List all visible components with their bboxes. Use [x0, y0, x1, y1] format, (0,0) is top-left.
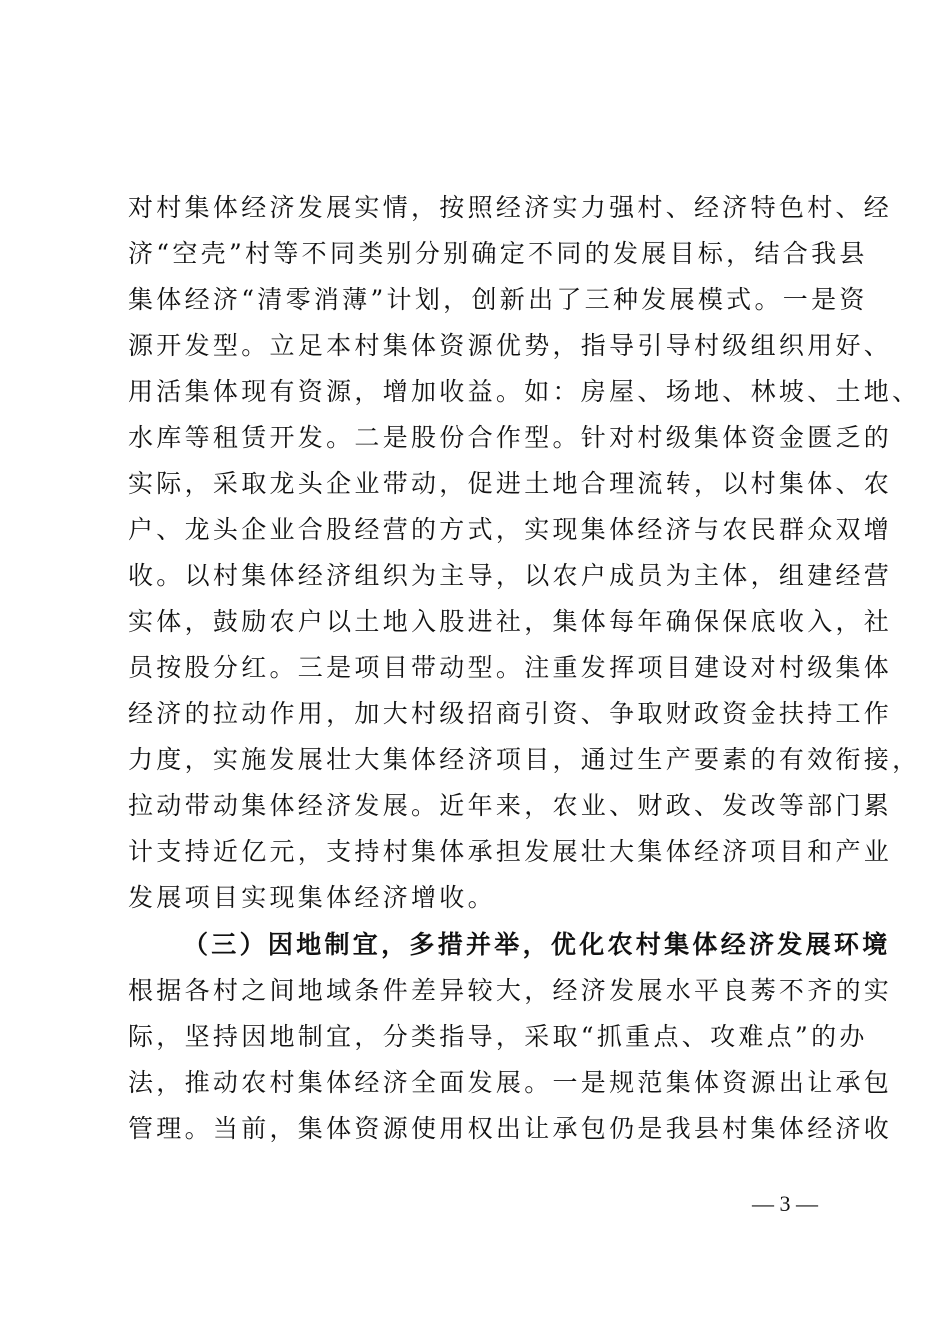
text-line: 拉动带动集体经济发展。近年来，农业、财政、发改等部门累 [128, 791, 893, 820]
text-line: 收。以村集体经济组织为主导，以农户成员为主体，组建经营 [128, 561, 893, 590]
text-line: 集体经济“清零消薄”计划，创新出了三种发展模式。一是资 [128, 285, 868, 314]
text-line: 法，推动农村集体经济全面发展。一是规范集体资源出让承包 [128, 1068, 893, 1097]
text-line: 实际，采取龙头企业带动，促进土地合理流转，以村集体、农 [128, 469, 893, 498]
page-number: — 3 — [752, 1191, 818, 1216]
text-line: 际，坚持因地制宜，分类指导，采取“抓重点、攻难点”的办 [128, 1022, 868, 1051]
text-line: 源开发型。立足本村集体资源优势，指导引导村级组织用好、 [128, 331, 893, 360]
text-line: 用活集体现有资源，增加收益。如：房屋、场地、林坡、土地、 [128, 377, 921, 406]
text-line: 经济的拉动作用，加大村级招商引资、争取财政资金扶持工作 [128, 699, 893, 728]
text-line: 根据各村之间地域条件差异较大，经济发展水平良莠不齐的实 [128, 976, 893, 1005]
text-line: 力度，实施发展壮大集体经济项目，通过生产要素的有效衔接， [128, 745, 921, 774]
text-line: 员按股分红。三是项目带动型。注重发挥项目建设对村级集体 [128, 653, 893, 682]
text-line: 发展项目实现集体经济增收。 [128, 883, 496, 912]
body-text [128, 185, 921, 1152]
text-line: 管理。当前，集体资源使用权出让承包仍是我县村集体经济收 [128, 1114, 893, 1143]
text-line: 户、龙头企业合股经营的方式，实现集体经济与农民群众双增 [128, 515, 893, 544]
text-line: 实体，鼓励农户以土地入股进社，集体每年确保保底收入，社 [128, 607, 893, 636]
section-heading: （三）因地制宜，多措并举，优化农村集体经济发展环境 [183, 930, 891, 959]
text-line: 水库等租赁开发。二是股份合作型。针对村级集体资金匮乏的 [128, 423, 893, 452]
text-line: 对村集体经济发展实情，按照经济实力强村、经济特色村、经 [128, 193, 893, 222]
text-line: 计支持近亿元，支持村集体承担发展壮大集体经济项目和产业 [128, 837, 893, 866]
text-line: 济“空壳”村等不同类别分别确定不同的发展目标，结合我县 [128, 239, 868, 268]
